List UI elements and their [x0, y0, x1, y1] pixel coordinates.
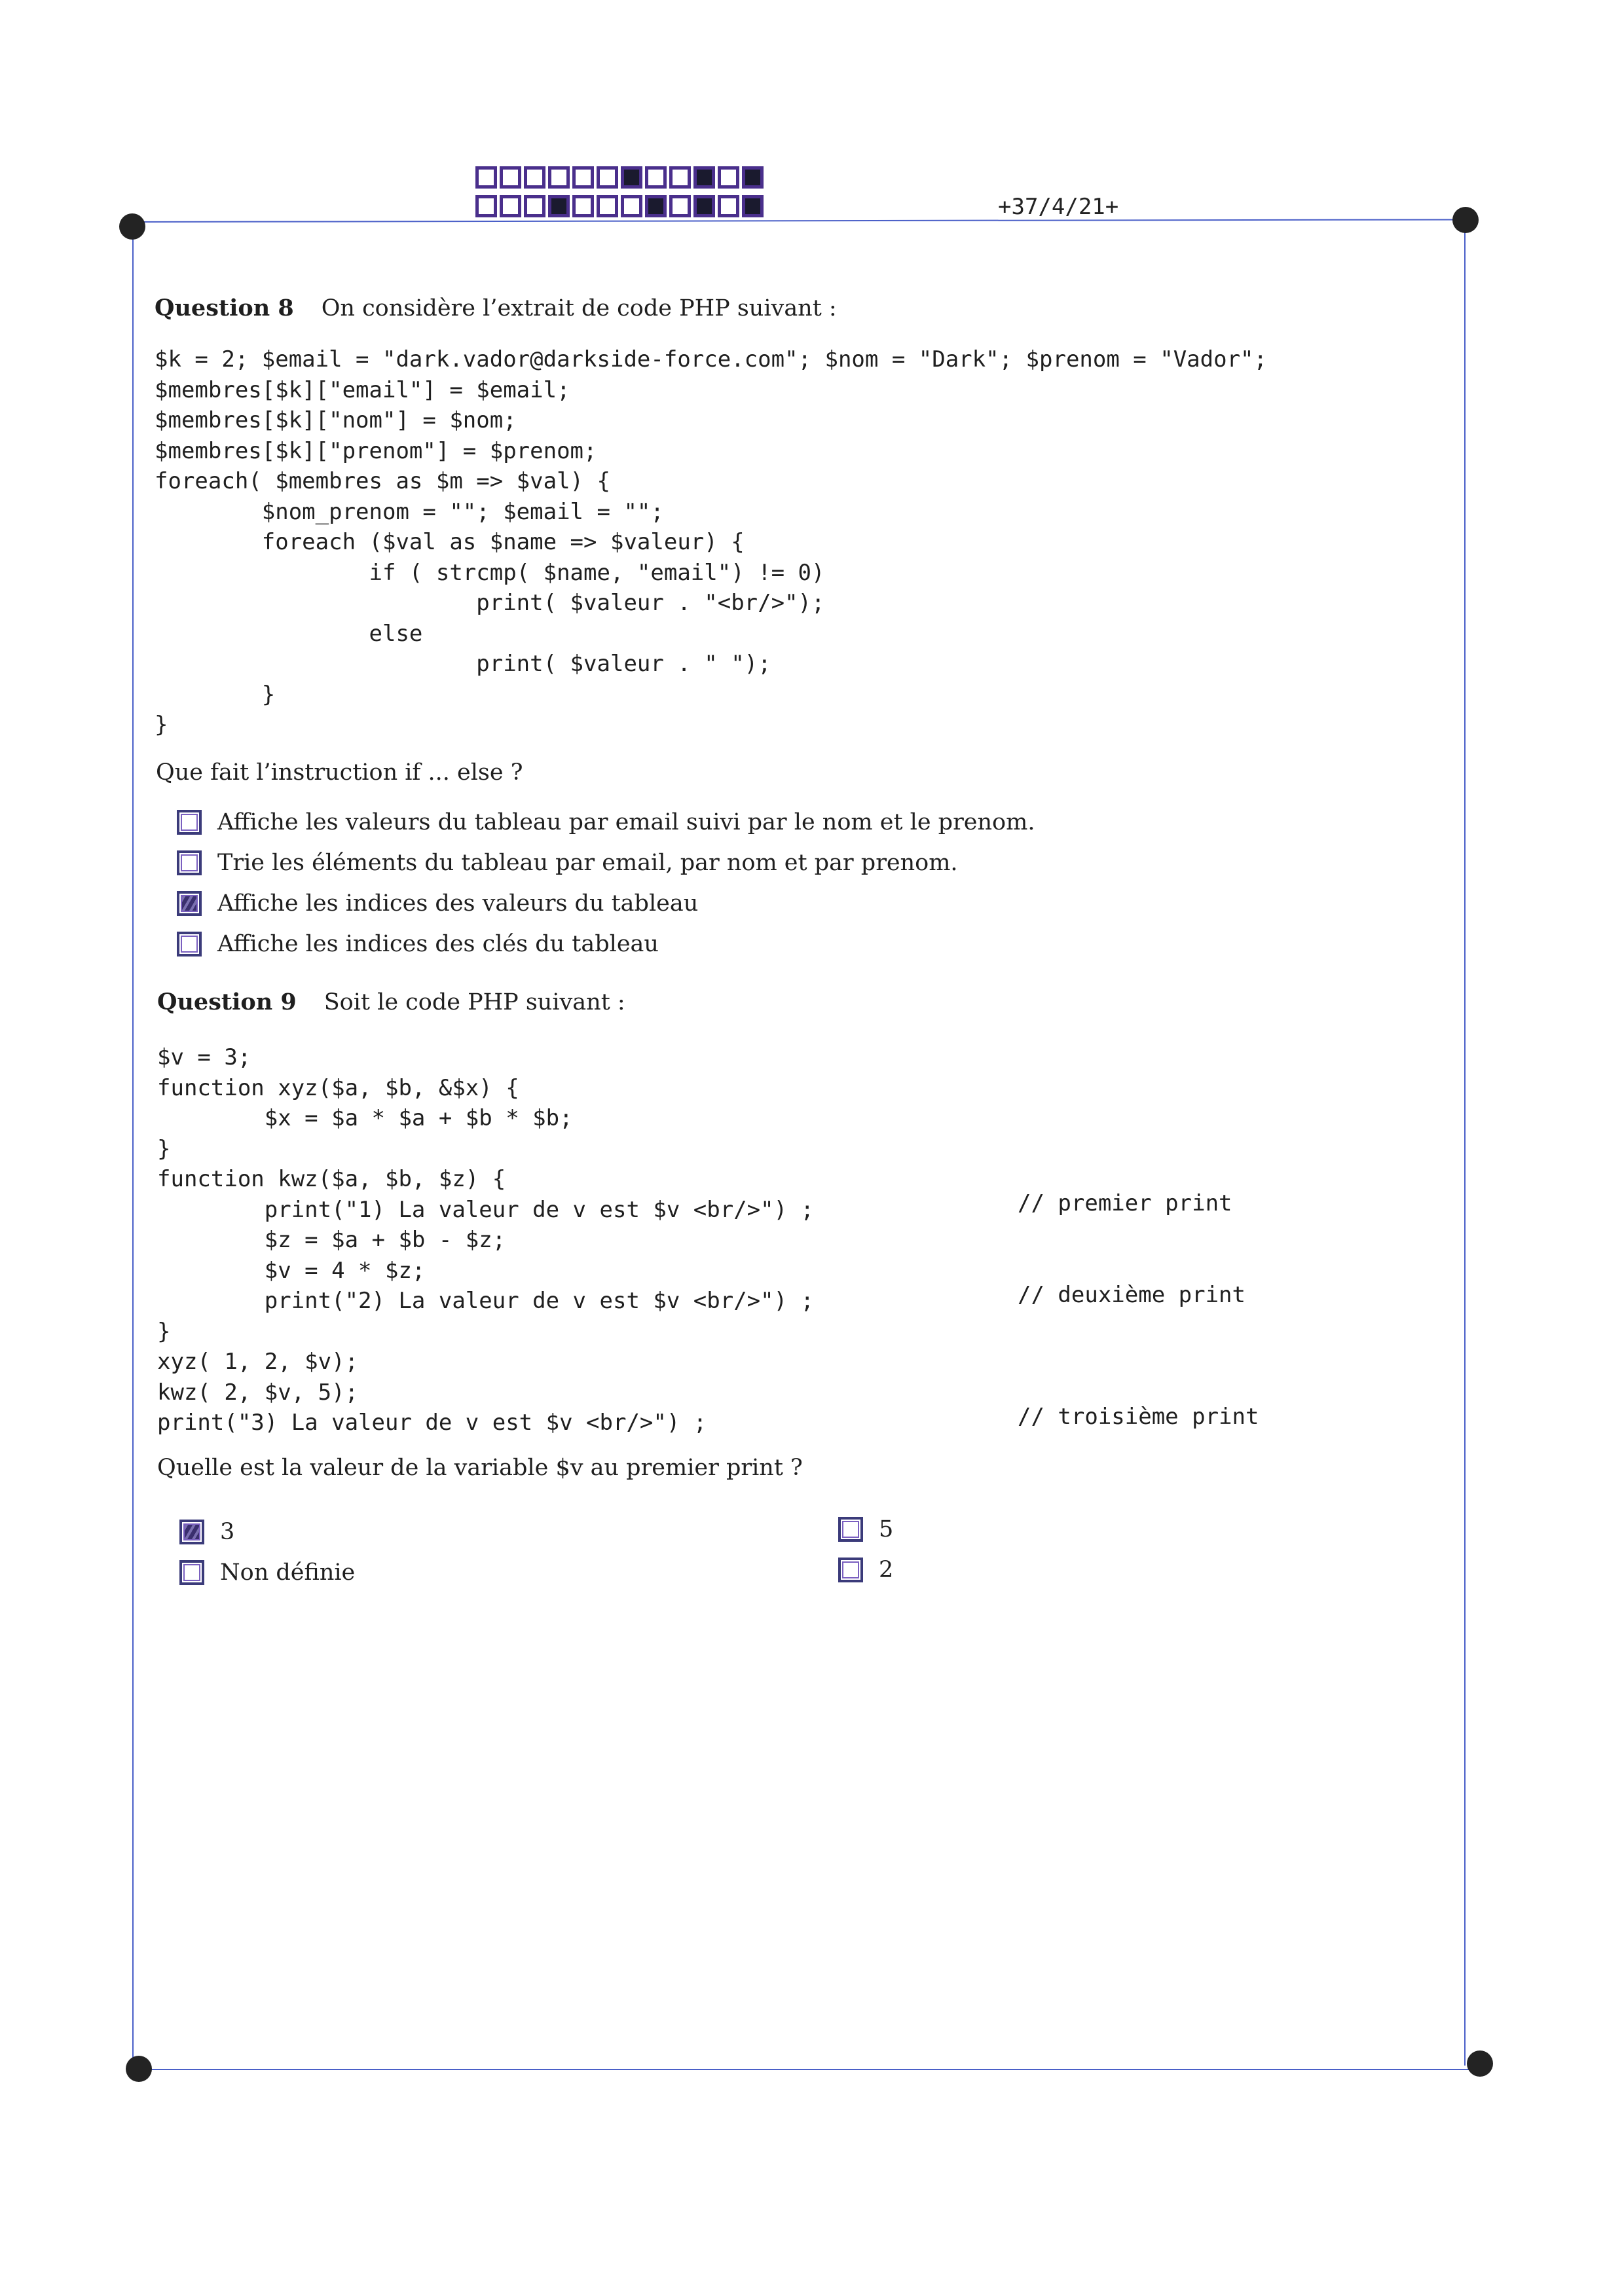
corner-mark-top-right	[1452, 207, 1479, 233]
checkbox-checked[interactable]	[177, 891, 202, 916]
checkbox-checked[interactable]	[179, 1520, 204, 1544]
checkbox[interactable]	[177, 810, 202, 835]
question-title: Soit le code PHP suivant :	[323, 989, 625, 1015]
barcode-row-top	[475, 166, 766, 189]
barcode-cell-empty	[669, 166, 691, 189]
question-number: Question 8	[155, 295, 294, 321]
q8-option-3[interactable]	[177, 890, 698, 917]
barcode-cell-empty	[597, 166, 618, 189]
option-label: Trie les éléments du tableau par email, par nom et par prenom.	[217, 850, 958, 876]
checkbox[interactable]	[838, 1558, 863, 1582]
q8-option-4[interactable]	[177, 931, 659, 957]
option-label: Affiche les indices des clés du tableau	[217, 931, 659, 957]
comment-deuxieme-print: // deuxième print	[1018, 1282, 1246, 1308]
barcode-cell-empty	[548, 166, 570, 189]
comment-premier-print: // premier print	[1018, 1190, 1232, 1216]
barcode-cell-empty	[500, 166, 521, 189]
question-8-code: $k = 2; $email = "dark.vador@darkside-force.com"; $nom = "Dark"; $prenom = "Vador"; $membres[$k]["email"] = $email; $membres[$k]["nom"] = $nom; $membres[$k]["prenom"] = $prenom; foreach( $membres as $m => $val) { $nom_prenom = ""; $email = ""; foreach ($val as $name => $valeur) { if ( strcmp( $name, "email") != 0) print( $valeur . "<br/>"); else print( $valeur . " "); } }	[155, 346, 1267, 738]
barcode-cell-filled	[693, 195, 715, 217]
question-8-prompt: Que fait l’instruction if ... else ?	[156, 759, 523, 786]
question-title: On considère l’extrait de code PHP suivant :	[321, 295, 837, 321]
question-8-header	[155, 295, 837, 321]
checkbox[interactable]	[177, 932, 202, 957]
barcode-cell-empty	[475, 195, 497, 217]
q9-option-4[interactable]	[838, 1557, 893, 1583]
comment-troisieme-print: // troisième print	[1018, 1404, 1259, 1430]
frame-right-line	[1464, 219, 1466, 2066]
corner-mark-bottom-left	[126, 2056, 152, 2082]
barcode-cell-filled	[621, 166, 642, 189]
barcode-cell-empty	[524, 195, 545, 217]
question-number: Question 9	[157, 989, 297, 1015]
barcode-cell-empty	[645, 166, 667, 189]
barcode-cell-empty	[718, 166, 739, 189]
barcode-row-bottom	[475, 195, 766, 217]
barcode-cell-filled	[645, 195, 667, 217]
barcode-cell-empty	[572, 195, 594, 217]
option-label: Affiche les indices des valeurs du tableau	[217, 890, 699, 917]
option-label: 3	[220, 1519, 235, 1545]
option-label: Non définie	[220, 1559, 356, 1586]
barcode-cell-empty	[621, 195, 642, 217]
checkbox[interactable]	[838, 1517, 863, 1542]
barcode-cell-filled	[693, 166, 715, 189]
barcode-cell-filled	[742, 166, 764, 189]
barcode-cell-empty	[572, 166, 594, 189]
barcode-cell-empty	[669, 195, 691, 217]
barcode-cell-empty	[597, 195, 618, 217]
checkbox[interactable]	[179, 1560, 204, 1585]
frame-left-line	[132, 223, 134, 2070]
question-9-header	[157, 989, 625, 1015]
option-label: Affiche les valeurs du tableau par email suivi par le nom et le prenom.	[217, 809, 1035, 835]
option-label: 2	[879, 1557, 894, 1583]
corner-mark-bottom-right	[1467, 2050, 1493, 2077]
q8-option-2[interactable]	[177, 850, 958, 876]
barcode-cell-empty	[475, 166, 497, 189]
q9-option-3[interactable]	[838, 1516, 893, 1542]
frame-top-line	[131, 219, 1467, 223]
barcode-cell-filled	[548, 195, 570, 217]
q9-option-1[interactable]	[179, 1519, 234, 1545]
corner-mark-top-left	[119, 213, 145, 240]
barcode-cell-empty	[718, 195, 739, 217]
barcode-cell-filled	[742, 195, 764, 217]
page-id: +37/4/21+	[998, 194, 1119, 220]
barcode-cell-empty	[500, 195, 521, 217]
option-label: 5	[879, 1516, 894, 1542]
barcode-cell-empty	[524, 166, 545, 189]
question-9-prompt: Quelle est la valeur de la variable $v au premier print ?	[157, 1455, 803, 1481]
q8-option-1[interactable]	[177, 809, 1035, 835]
question-9-code: $v = 3; function xyz($a, $b, &$x) { $x = $a * $a + $b * $b; } function kwz($a, $b, $z) { print("1) La valeur de v est $v <br/>") ; $z = $a + $b - $z; $v = 4 * $z; print("2) La valeur de v est $v <br/>") ; } xyz( 1, 2, $v); kwz( 2, $v, 5); print("3) La valeur de v est $v <br/>") ;	[157, 1044, 815, 1436]
checkbox[interactable]	[177, 850, 202, 875]
frame-bottom-line	[139, 2069, 1479, 2070]
q9-option-2[interactable]	[179, 1559, 355, 1586]
